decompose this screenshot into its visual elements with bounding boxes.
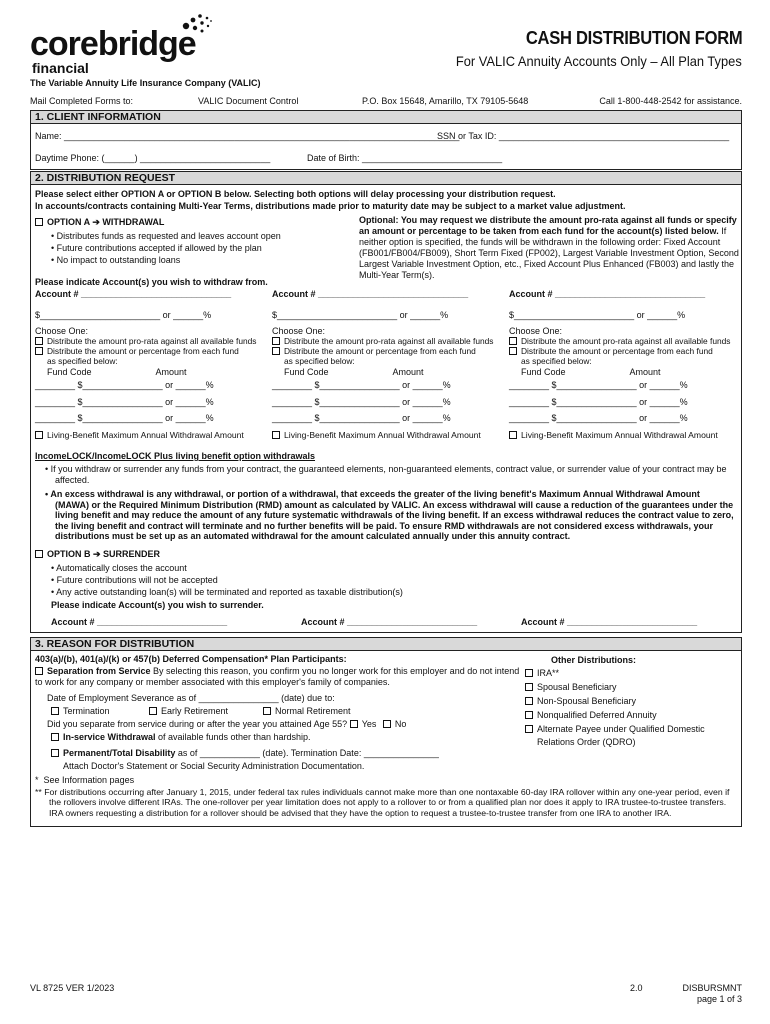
fund-row-2[interactable]: ________ $________________ or ______%	[35, 396, 214, 407]
separation-text: By selecting this reason, you confirm you no longer work for this employer and do not intend to work for any company or member associated with this employer's family of companies.	[35, 666, 520, 687]
other-alternate-payee[interactable]	[525, 724, 705, 735]
other-ira[interactable]	[525, 668, 559, 679]
separation-bold: Separation from Service	[47, 666, 151, 676]
fund-headers	[509, 367, 741, 378]
other-spousal[interactable]	[525, 682, 617, 693]
surrender-account-1[interactable]: Account # __________________________	[51, 617, 228, 627]
incomelock-bullet-2: • An excess withdrawal is any withdrawal, or portion of a withdrawal, that exceeds the greater of the living benefit's Maximum Annual Withdrawal Amount (MAWA) or the Required Minimum Distribution (RMD) amount as calculated by VALIC. An excess withdrawal will cause a reduction of the guarantees under the living benefit and may reduce the amount of any future systematic withdrawals of the living benefit. If an excess withdrawal reduces the contract value to zero, the living benefit and contract will terminate and no further benefits will be paid. To ensure RMD withdrawals are not considered excess withdrawals, your distributions must be set up as an automated withdrawal for the amount calculated annually under this annuity contract.	[45, 489, 734, 542]
account-number-field[interactable]: Account # ______________________________	[272, 289, 469, 299]
footer-code: DISBURSMNT	[682, 983, 742, 993]
surrender-account-3[interactable]: Account # __________________________	[521, 617, 698, 627]
fund-headers	[272, 367, 504, 378]
fund-row-2[interactable]: ________ $________________ or ______%	[272, 396, 451, 407]
amount-header: Amount	[629, 366, 661, 377]
mail-label: Mail Completed Forms to:	[30, 96, 134, 106]
inservice-checkbox[interactable]	[51, 733, 59, 741]
plan-heading: 403(a)/(b), 401(a)/(k) or 457(b) Deferred Compensation* Plan Participants:	[35, 654, 347, 664]
intro-line-1: Please select either OPTION A or OPTION B below. Selecting both options will delay processing your distribution request.	[35, 189, 556, 199]
optional-instructions	[359, 215, 739, 281]
prorata-label: Distribute the amount pro-rata against all available funds	[521, 335, 731, 346]
logo-subtext: financial	[32, 60, 89, 76]
ira-checkbox[interactable]	[525, 669, 533, 677]
footer-version: 2.0	[630, 983, 643, 993]
fund-row-2[interactable]: ________ $________________ or ______%	[509, 396, 688, 407]
age55-yes-checkbox[interactable]	[350, 720, 358, 728]
incomelock-bullet-1: • If you withdraw or surrender any funds from your contract, the guaranteed elements, non-guaranteed elements, contract value, or surrender value of your contract may be affected.	[45, 464, 727, 485]
option-b-bullet-3: • Any active outstanding loan(s) will be terminated and reported as taxable distribution(s)	[51, 587, 403, 597]
logo-text: corebridge	[30, 25, 196, 63]
footer-form-id: VL 8725 VER 1/2023	[30, 983, 115, 993]
disability-checkbox[interactable]	[51, 749, 59, 757]
each-fund-checkbox[interactable]	[35, 347, 43, 355]
option-a-bullet-1-text: Distributes funds as requested and leaves account open	[56, 231, 281, 241]
early-retirement-option[interactable]	[149, 706, 228, 717]
each-fund-label: Distribute the amount or percentage from each fund	[521, 345, 713, 356]
fund-row-1[interactable]: ________ $________________ or ______%	[272, 380, 451, 391]
choose-one: Choose One:	[509, 326, 563, 337]
living-benefit-checkbox[interactable]	[509, 431, 517, 439]
termination-label: Termination	[63, 706, 110, 716]
surrender-account-2[interactable]: Account # __________________________	[301, 617, 478, 627]
separation-option[interactable]	[35, 666, 525, 687]
account-column-2	[272, 289, 504, 440]
fund-row-3[interactable]: ________ $________________ or ______%	[35, 413, 214, 424]
fund-row-3[interactable]: ________ $________________ or ______%	[509, 413, 688, 424]
option-b-bullet-3-text: Any active outstanding loan(s) will be terminated and reported as taxable distribution(s)	[56, 587, 403, 597]
option-b-bullet-1-text: Automatically closes the account	[56, 563, 187, 573]
prorata-checkbox[interactable]	[272, 337, 280, 345]
option-a-bullet-1: • Distributes funds as requested and leaves account open	[51, 231, 281, 241]
early-retirement-checkbox[interactable]	[149, 707, 157, 715]
nonspousal-label: Non-Spousal Beneficiary	[537, 696, 637, 706]
living-benefit-option[interactable]	[35, 430, 267, 440]
nonspousal-checkbox[interactable]	[525, 697, 533, 705]
normal-retirement-option[interactable]	[263, 706, 351, 717]
alternate-payee-label: Alternate Payee under Qualified Domestic	[537, 724, 705, 734]
prorata-label: Distribute the amount pro-rata against all available funds	[47, 335, 257, 346]
section-reason	[30, 651, 742, 827]
age55-no-checkbox[interactable]	[383, 720, 391, 728]
each-fund-label-2: as specified below:	[284, 355, 355, 366]
nonqualified-label: Nonqualified Deferred Annuity	[537, 710, 657, 720]
normal-retirement-checkbox[interactable]	[263, 707, 271, 715]
account-number-field[interactable]: Account # ______________________________	[509, 289, 706, 299]
note-double-star-text: For distributions occurring after January 1, 2015, under federal tax rules individuals cannot make more than one nontaxable 60-day IRA rollover within any one-year period, even if the rollovers involve different IRAs. The one-rollover per year limitation does not apply to a rollover to or from a qualified plan nor does it apply to IRA trustee-to-trustee transfers. IRA owners requesting a distribution for a rollover should be advised that they have the option to request a trustee-to-trustee transfer from one IRA to another IRA.	[44, 787, 730, 818]
ira-label: IRA**	[537, 668, 560, 678]
mail-recipient: VALIC Document Control	[198, 96, 299, 106]
form-title: CASH DISTRIBUTION FORM	[525, 28, 742, 48]
inservice-option[interactable]	[51, 732, 311, 743]
option-b-label: OPTION B ➔ SURRENDER	[47, 549, 161, 559]
option-b-bullet-1: • Automatically closes the account	[51, 563, 187, 573]
separation-checkbox[interactable]	[35, 667, 43, 675]
age55-question	[47, 719, 406, 730]
living-benefit-option[interactable]	[272, 430, 504, 440]
option-a-box[interactable]	[35, 218, 43, 226]
daytime-phone-field[interactable]: Daytime Phone: (______) __________________________	[35, 153, 271, 163]
company-name: The Variable Annuity Life Insurance Company (VALIC)	[30, 78, 261, 88]
each-fund-checkbox[interactable]	[509, 347, 517, 355]
fund-code-header: Fund Code	[47, 366, 92, 377]
form-subtitle: For VALIC Annuity Accounts Only – All Plan Types	[456, 53, 742, 69]
incomelock-bullet-2-text: An excess withdrawal is any withdrawal, or portion of a withdrawal, that exceeds the greater of the living benefit's Maximum Annual Withdrawal Amount (MAWA) or the Required Minimum Distribution (RMD) amount as calculated by VALIC. An excess withdrawal will cause a reduction of the guarantees under the living benefit and may reduce the amount of any future systematic withdrawals of the living benefit. If an excess withdrawal reduces the contract value to zero, the living benefit and contract will terminate and no further benefits will be paid. To ensure RMD withdrawals are not considered excess withdrawals, your distributions must be set up as an automated withdrawal for the amount calculated annually under this annuity contract.	[50, 489, 734, 542]
qdro-label: Relations Order (QDRO)	[537, 737, 636, 747]
section-client-info	[30, 124, 742, 170]
fund-row-1[interactable]: ________ $________________ or ______%	[35, 380, 214, 391]
each-fund-label: Distribute the amount or percentage from each fund	[47, 345, 239, 356]
fund-row-3[interactable]: ________ $________________ or ______%	[272, 413, 451, 424]
name-field[interactable]: Name: _______________________________________________________________________________	[35, 131, 460, 141]
age55-label: Did you separate from service during or after the year you attained Age 55?	[47, 719, 348, 729]
indicate-surrender: Please indicate Account(s) you wish to surrender.	[51, 600, 264, 610]
ssn-field[interactable]: SSN or Tax ID: ______________________________________________	[437, 131, 730, 141]
note-double-star: ** For distributions occurring after January 1, 2015, under federal tax rules individuals cannot make more than one nontaxable 60-day IRA rollover within any one-year period, even if the rollovers involve different IRAs. The one-rollover per year limitation does not apply to a rollover to or from a qualified plan nor does it apply to IRA trustee-to-trustee transfers. IRA owners requesting a distribution for a rollover should be advised that they have the option to request a trustee-to-trustee transfer from one IRA to another IRA.	[35, 787, 730, 818]
intro-line-2: In accounts/contracts containing Multi-Year Terms, distributions made prior to maturity date may be subject to a market value adjustment.	[35, 201, 626, 211]
living-benefit-label: Living-Benefit Maximum Annual Withdrawal Amount	[47, 429, 244, 440]
footer-page: page 1 of 3	[696, 994, 742, 1004]
disability-option[interactable]	[51, 748, 439, 759]
option-a-bullet-3: • No impact to outstanding loans	[51, 255, 181, 265]
section-client-info-title: 1. CLIENT INFORMATION	[30, 110, 742, 124]
living-benefit-label: Living-Benefit Maximum Annual Withdrawal Amount	[521, 429, 718, 440]
choose-one: Choose One:	[272, 326, 326, 337]
spousal-checkbox[interactable]	[525, 683, 533, 691]
incomelock-bullet-1-text: If you withdraw or surrender any funds from your contract, the guaranteed elements, non-guaranteed elements, contract value, or surrender value of your contract may be affected.	[50, 464, 727, 485]
living-benefit-checkbox[interactable]	[35, 431, 43, 439]
indicate-withdraw: Please indicate Account(s) you wish to withdraw from.	[35, 277, 268, 287]
fund-code-header: Fund Code	[284, 366, 329, 377]
spousal-label: Spousal Beneficiary	[537, 682, 617, 692]
option-a-label: OPTION A ➔ WITHDRAWAL	[47, 217, 165, 227]
other-nonqualified[interactable]	[525, 710, 657, 721]
section-reason-title: 3. REASON FOR DISTRIBUTION	[30, 637, 742, 651]
amount-field[interactable]: $________________________ or ______%	[272, 309, 449, 320]
option-b-bullet-2-text: Future contributions will not be accepted	[56, 575, 218, 585]
incomelock-title: IncomeLOCK/IncomeLOCK Plus living benefit option withdrawals	[35, 451, 316, 461]
assistance-phone: Call 1-800-448-2542 for assistance.	[599, 96, 742, 106]
optional-rest: If neither option is specified, the funds will be withdrawn in the following order: Fixed Account (FB001/FB004/FB009), Short Term Fixed (FP002), Largest Variable Investment Option, Second Largest Variable Investment Option, etc., Fixed Account Plus Enhanced (FB003) and lastly the Multi-Year Term(s).	[359, 225, 739, 280]
option-a-bullet-2-text: Future contributions accepted if allowed by the plan	[56, 243, 262, 253]
prorata-checkbox[interactable]	[35, 337, 43, 345]
disability-bold: Permanent/Total Disability	[63, 748, 176, 758]
disability-attach: Attach Doctor's Statement or Social Security Administration Documentation.	[63, 761, 365, 771]
severance-date-field[interactable]: Date of Employment Severance as of ________________ (date) due to:	[47, 693, 335, 703]
fund-row-1[interactable]: ________ $________________ or ______%	[509, 380, 688, 391]
mail-address: P.O. Box 15648, Amarillo, TX 79105-5648	[362, 96, 529, 106]
no-label: No	[394, 719, 407, 729]
normal-retirement-label: Normal Retirement	[275, 706, 351, 716]
each-fund-label-2: as specified below:	[521, 355, 592, 366]
living-benefit-option[interactable]	[509, 430, 741, 440]
other-heading: Other Distributions:	[551, 655, 636, 665]
amount-field[interactable]: $________________________ or ______%	[35, 309, 212, 320]
prorata-checkbox[interactable]	[509, 337, 517, 345]
optional-bold: Optional: You may request we distribute the amount pro-rata against all funds or specify an amount or percentage to be taken from each fund for the account(s) listed below.	[359, 215, 737, 236]
each-fund-checkbox[interactable]	[272, 347, 280, 355]
option-b-bullet-2: • Future contributions will not be accepted	[51, 575, 218, 585]
other-nonspousal[interactable]	[525, 696, 636, 707]
nonqualified-checkbox[interactable]	[525, 711, 533, 719]
fund-code-header: Fund Code	[521, 366, 566, 377]
account-column-3	[509, 289, 741, 440]
termination-checkbox[interactable]	[51, 707, 59, 715]
each-fund-label-2: as specified below:	[47, 355, 118, 366]
early-retirement-label: Early Retirement	[161, 706, 229, 716]
inservice-bold: In-service Withdrawal	[63, 732, 156, 742]
account-number-field[interactable]: Account # ______________________________	[35, 289, 232, 299]
section-distribution-request-title: 2. DISTRIBUTION REQUEST	[30, 171, 742, 185]
account-column-1	[35, 289, 267, 440]
option-a-bullet-2: • Future contributions accepted if allowed by the plan	[51, 243, 262, 253]
option-a-checkbox[interactable]	[35, 217, 164, 228]
fund-headers	[35, 367, 267, 378]
option-b-box[interactable]	[35, 550, 43, 558]
amount-header: Amount	[155, 366, 187, 377]
choose-one: Choose One:	[35, 326, 89, 337]
option-b-checkbox[interactable]	[35, 549, 160, 560]
termination-option[interactable]	[51, 706, 110, 717]
date-of-birth-field[interactable]: Date of Birth: ____________________________	[307, 153, 503, 163]
header	[30, 10, 742, 92]
inservice-text: of available funds other than hardship.	[155, 732, 311, 742]
note-star-text: See Information pages	[43, 775, 135, 785]
note-star: * See Information pages	[35, 775, 135, 785]
each-fund-label: Distribute the amount or percentage from each fund	[284, 345, 476, 356]
amount-field[interactable]: $________________________ or ______%	[509, 309, 686, 320]
living-benefit-checkbox[interactable]	[272, 431, 280, 439]
amount-header: Amount	[392, 366, 424, 377]
living-benefit-label: Living-Benefit Maximum Annual Withdrawal Amount	[284, 429, 481, 440]
alternate-payee-checkbox[interactable]	[525, 725, 533, 733]
option-a-bullet-3-text: No impact to outstanding loans	[56, 255, 181, 265]
mail-info	[30, 96, 742, 108]
yes-label: Yes	[361, 719, 377, 729]
prorata-label: Distribute the amount pro-rata against all available funds	[284, 335, 494, 346]
disability-text: as of ____________ (date). Termination Date: _______________	[175, 748, 439, 758]
section-distribution-request	[30, 185, 742, 633]
